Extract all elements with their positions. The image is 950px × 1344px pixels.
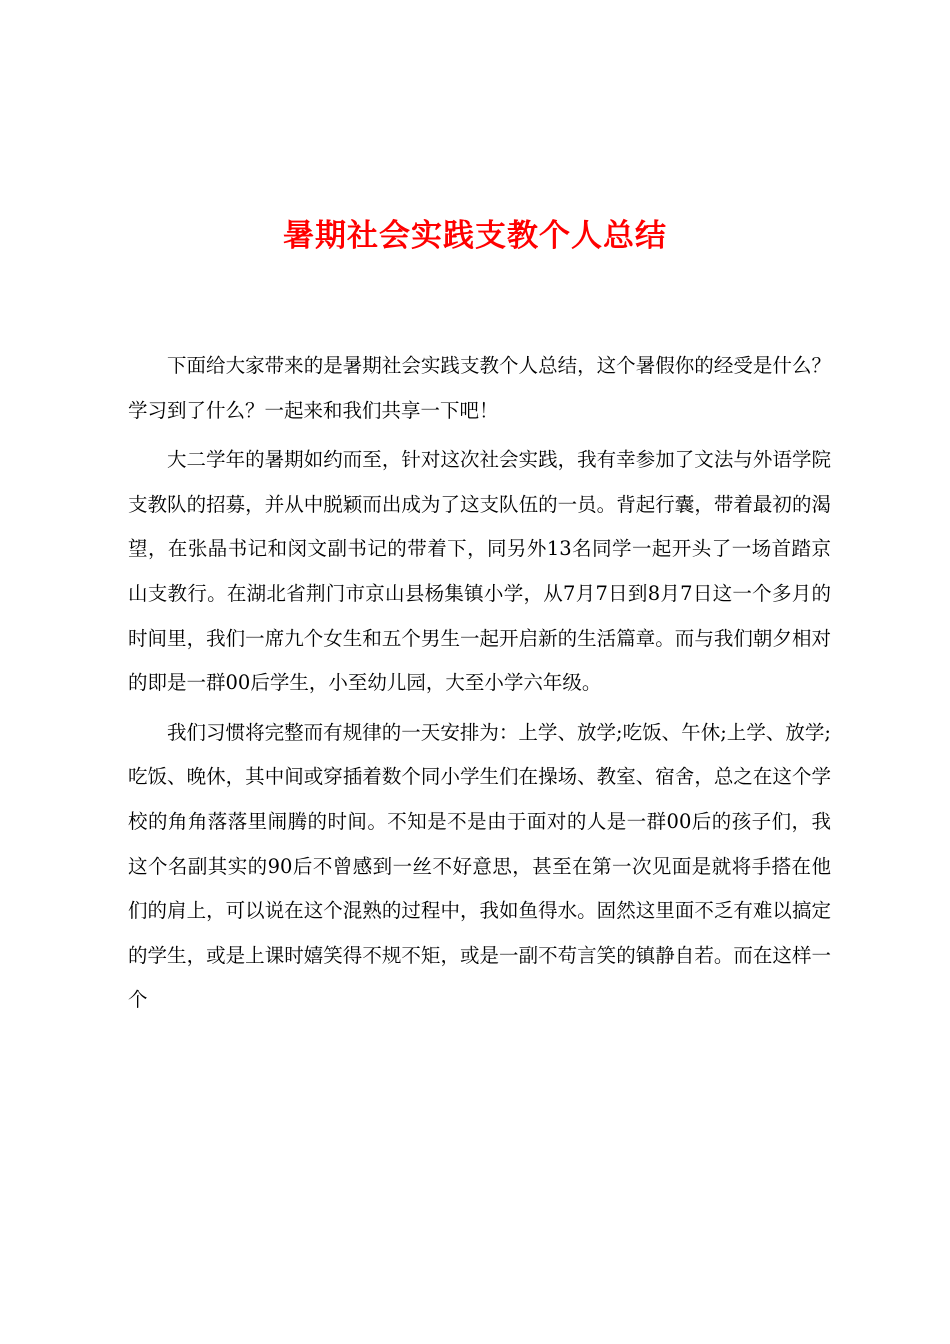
paragraph-background: 大二学年的暑期如约而至，针对这次社会实践，我有幸参加了文法与外语学院支教队的招募，并从中脱颖而出成为了这支队伍的一员。背起行囊，带着最初的渴望，在张晶书记和闵文副书记的带着下，同另外13名同学一起开头了一场首踏京山支教行。在湖北省荆门市京山县杨集镇小学，从7月7日到8月7日这一个多月的时间里，我们一席九个女生和五个男生一起开启新的生活篇章。而与我们朝夕相对的即是一群00后学生，小至幼儿园，大至小学六年级。 xyxy=(128,448,831,695)
document-body xyxy=(128,344,831,1028)
paragraph-intro: 下面给大家带来的是暑期社会实践支教个人总结，这个暑假你的经受是什么？学习到了什么？一起来和我们共享一下吧！ xyxy=(128,354,831,422)
document-title: 暑期社会实践支教个人总结 xyxy=(283,218,667,254)
paragraph-daily-routine: 我们习惯将完整而有规律的一天安排为：上学、放学;吃饭、午休;上学、放学;吃饭、晚休，其中间或穿插着数个同小学生们在操场、教室、宿舍，总之在这个学校的角角落落里闹腾的时间。不知是不是由于面对的人是一群00后的孩子们，我这个名副其实的90后不曾感到一丝不好意思，甚至在第一次见面是就将手搭在他们的肩上，可以说在这个混熟的过程中，我如鱼得水。固然这里面不乏有难以搞定的学生，或是上课时嬉笑得不规不矩，或是一副不苟言笑的镇静自若。而在这样一个 xyxy=(128,720,831,1012)
